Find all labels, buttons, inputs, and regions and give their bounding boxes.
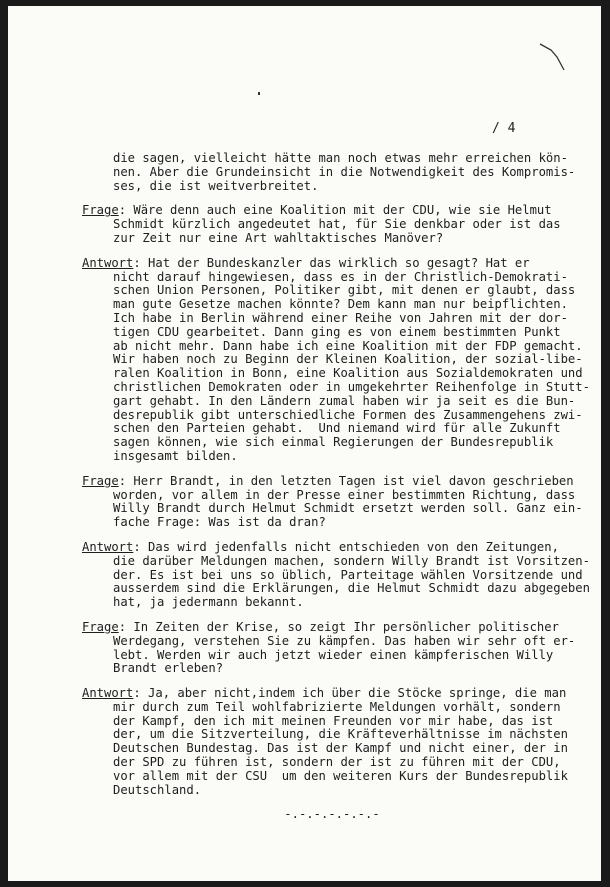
frage-block bbox=[82, 204, 572, 245]
text-line: christlichen Demokraten oder in umgekehrter Reihenfolge in Stutt- bbox=[113, 379, 590, 394]
corner-scan-mark bbox=[538, 40, 568, 74]
speaker-label: Antwort bbox=[82, 686, 134, 701]
first-line-text: : Ja, aber nicht,indem ich über die Stöcke springe, die man bbox=[133, 686, 567, 701]
speaker-label: Frage bbox=[82, 203, 119, 218]
text-line: Ich habe in Berlin während einer Reihe von Jahren mit der dor- bbox=[113, 310, 568, 325]
first-line bbox=[82, 541, 572, 555]
text-line: der SPD zu führen ist, sondern der ist zu führen mit der CDU, bbox=[113, 755, 561, 770]
page-number: / 4 bbox=[492, 121, 516, 136]
text-line: lebt. Werden wir auch jetzt wieder einen kämpferischen Willy bbox=[113, 647, 554, 662]
continuation-block bbox=[82, 151, 576, 193]
frage-block bbox=[82, 473, 583, 530]
text-line: Schmidt kürzlich angedeutet hat, für Sie denkbar oder ist das bbox=[113, 217, 561, 232]
first-line-text: : In Zeiten der Krise, so zeigt Ihr persönlicher politischer bbox=[118, 619, 559, 634]
antwort-block bbox=[82, 539, 590, 610]
text-line: Werdegang, verstehen Sie zu kämpfen. Das haben wir sehr oft er- bbox=[113, 633, 576, 648]
text-line: hat, ja jedermann bekannt. bbox=[113, 595, 304, 610]
text-line: Deutschen Bundestag. Das ist der Kampf und nicht einer, der in bbox=[113, 741, 568, 756]
text-line: ses, die ist weitverbreitet. bbox=[113, 178, 319, 193]
text-line: nicht darauf hingewiesen, dass es in der Christlich-Demokrati- bbox=[113, 269, 568, 284]
text-line: sagen können, wie sich einmal Regierungen der Bundesrepublik bbox=[113, 435, 554, 450]
text-line: Brandt erleben? bbox=[113, 661, 224, 676]
first-line-text: : Wäre denn auch eine Koalition mit der CDU, wie sie Helmut bbox=[118, 203, 552, 218]
text-line: schen Union Personen, Politiker gibt, mit denen er glaubt, dass bbox=[113, 283, 576, 298]
first-line bbox=[82, 621, 572, 635]
end-separator: -.-.-.-.-.-.- bbox=[284, 807, 380, 822]
text-line: ausserdem sind die Erklärungen, die Helmut Schmidt dazu abgegeben bbox=[113, 581, 590, 596]
text-line: der. Es ist bei uns so üblich, Parteitage wählen Vorsitzende und bbox=[113, 567, 583, 582]
text-line: Deutschland. bbox=[113, 782, 202, 797]
first-line-text: : Herr Brandt, in den letzten Tagen ist viel davon geschrieben bbox=[118, 473, 574, 488]
text-line: fache Frage: Was ist da dran? bbox=[113, 515, 326, 530]
antwort-block bbox=[82, 255, 590, 464]
text-line: desrepublik gibt unterschiedliche Formen des Zusammengehens zwi- bbox=[113, 407, 583, 422]
speaker-label: Frage bbox=[82, 473, 119, 488]
document-page bbox=[8, 6, 601, 881]
text-line: der, um die Sitzverteilung, die Kräfteverhältnisse im nächsten bbox=[113, 727, 568, 742]
text-line: man gute Gesetze machen könnte? Dem kann man nur beipflichten. bbox=[113, 297, 568, 312]
text-line: insgesamt bilden. bbox=[113, 448, 238, 463]
text-line: vor allem mit der CSU um den weiteren Kurs der Bundesrepublik bbox=[113, 768, 568, 783]
text-line: ab nicht mehr. Dann habe ich eine Koalition mit der FDP gemacht. bbox=[113, 338, 583, 353]
scan-speck bbox=[258, 92, 260, 95]
text-line: schen den Parteien gehabt. Und niemand wird für alle Zukunft bbox=[113, 421, 561, 436]
text-line: der Kampf, den ich mit meinen Freunden vor mir habe, das ist bbox=[113, 713, 554, 728]
text-line: ralen Koalition in Bonn, eine Koalition aus Sozialdemokraten und bbox=[113, 366, 583, 381]
antwort-block bbox=[82, 687, 572, 797]
text-line: worden, vor allem in der Presse einer bestimmten Richtung, dass bbox=[113, 487, 576, 502]
speaker-label: Antwort bbox=[82, 539, 134, 554]
text-line: nen. Aber die Grundeinsicht in die Notwendigkeit des Kompromis- bbox=[113, 164, 576, 179]
first-line bbox=[82, 204, 572, 218]
first-line bbox=[82, 475, 572, 489]
text-line: gart gehabt. In den Ländern zumal haben wir ja seit es die Bun- bbox=[113, 393, 576, 408]
text-line: Willy Brandt durch Helmut Schmidt ersetzt werden soll. Ganz ein- bbox=[113, 501, 583, 516]
text-line: mir durch zum Teil wohlfabrizierte Meldungen vorhält, sondern bbox=[113, 699, 561, 714]
text-line: die darüber Meldungen machen, sondern Willy Brandt ist Vorsitzen- bbox=[113, 553, 590, 568]
speaker-label: Frage bbox=[82, 619, 119, 634]
first-line-text: : Das wird jedenfalls nicht entschieden von den Zeitungen, bbox=[133, 539, 559, 554]
first-line-text: : Hat der Bundeskanzler das wirklich so gesagt? Hat er bbox=[133, 255, 530, 270]
text-line: tigen CDU gearbeitet. Dann ging es von einem bestimmten Punkt bbox=[113, 324, 561, 339]
frage-block bbox=[82, 619, 576, 676]
interview-text bbox=[82, 151, 590, 822]
first-line bbox=[82, 687, 572, 701]
text-line: Wir haben noch zu Beginn der Kleinen Koalition, der sozial-libe- bbox=[113, 352, 583, 367]
text-line: zur Zeit nur eine Art wahltaktisches Manöver? bbox=[113, 230, 444, 245]
text-line: die sagen, vielleicht hätte man noch etwas mehr erreichen kön- bbox=[113, 151, 568, 165]
speaker-label: Antwort bbox=[82, 255, 134, 270]
first-line bbox=[82, 257, 572, 271]
